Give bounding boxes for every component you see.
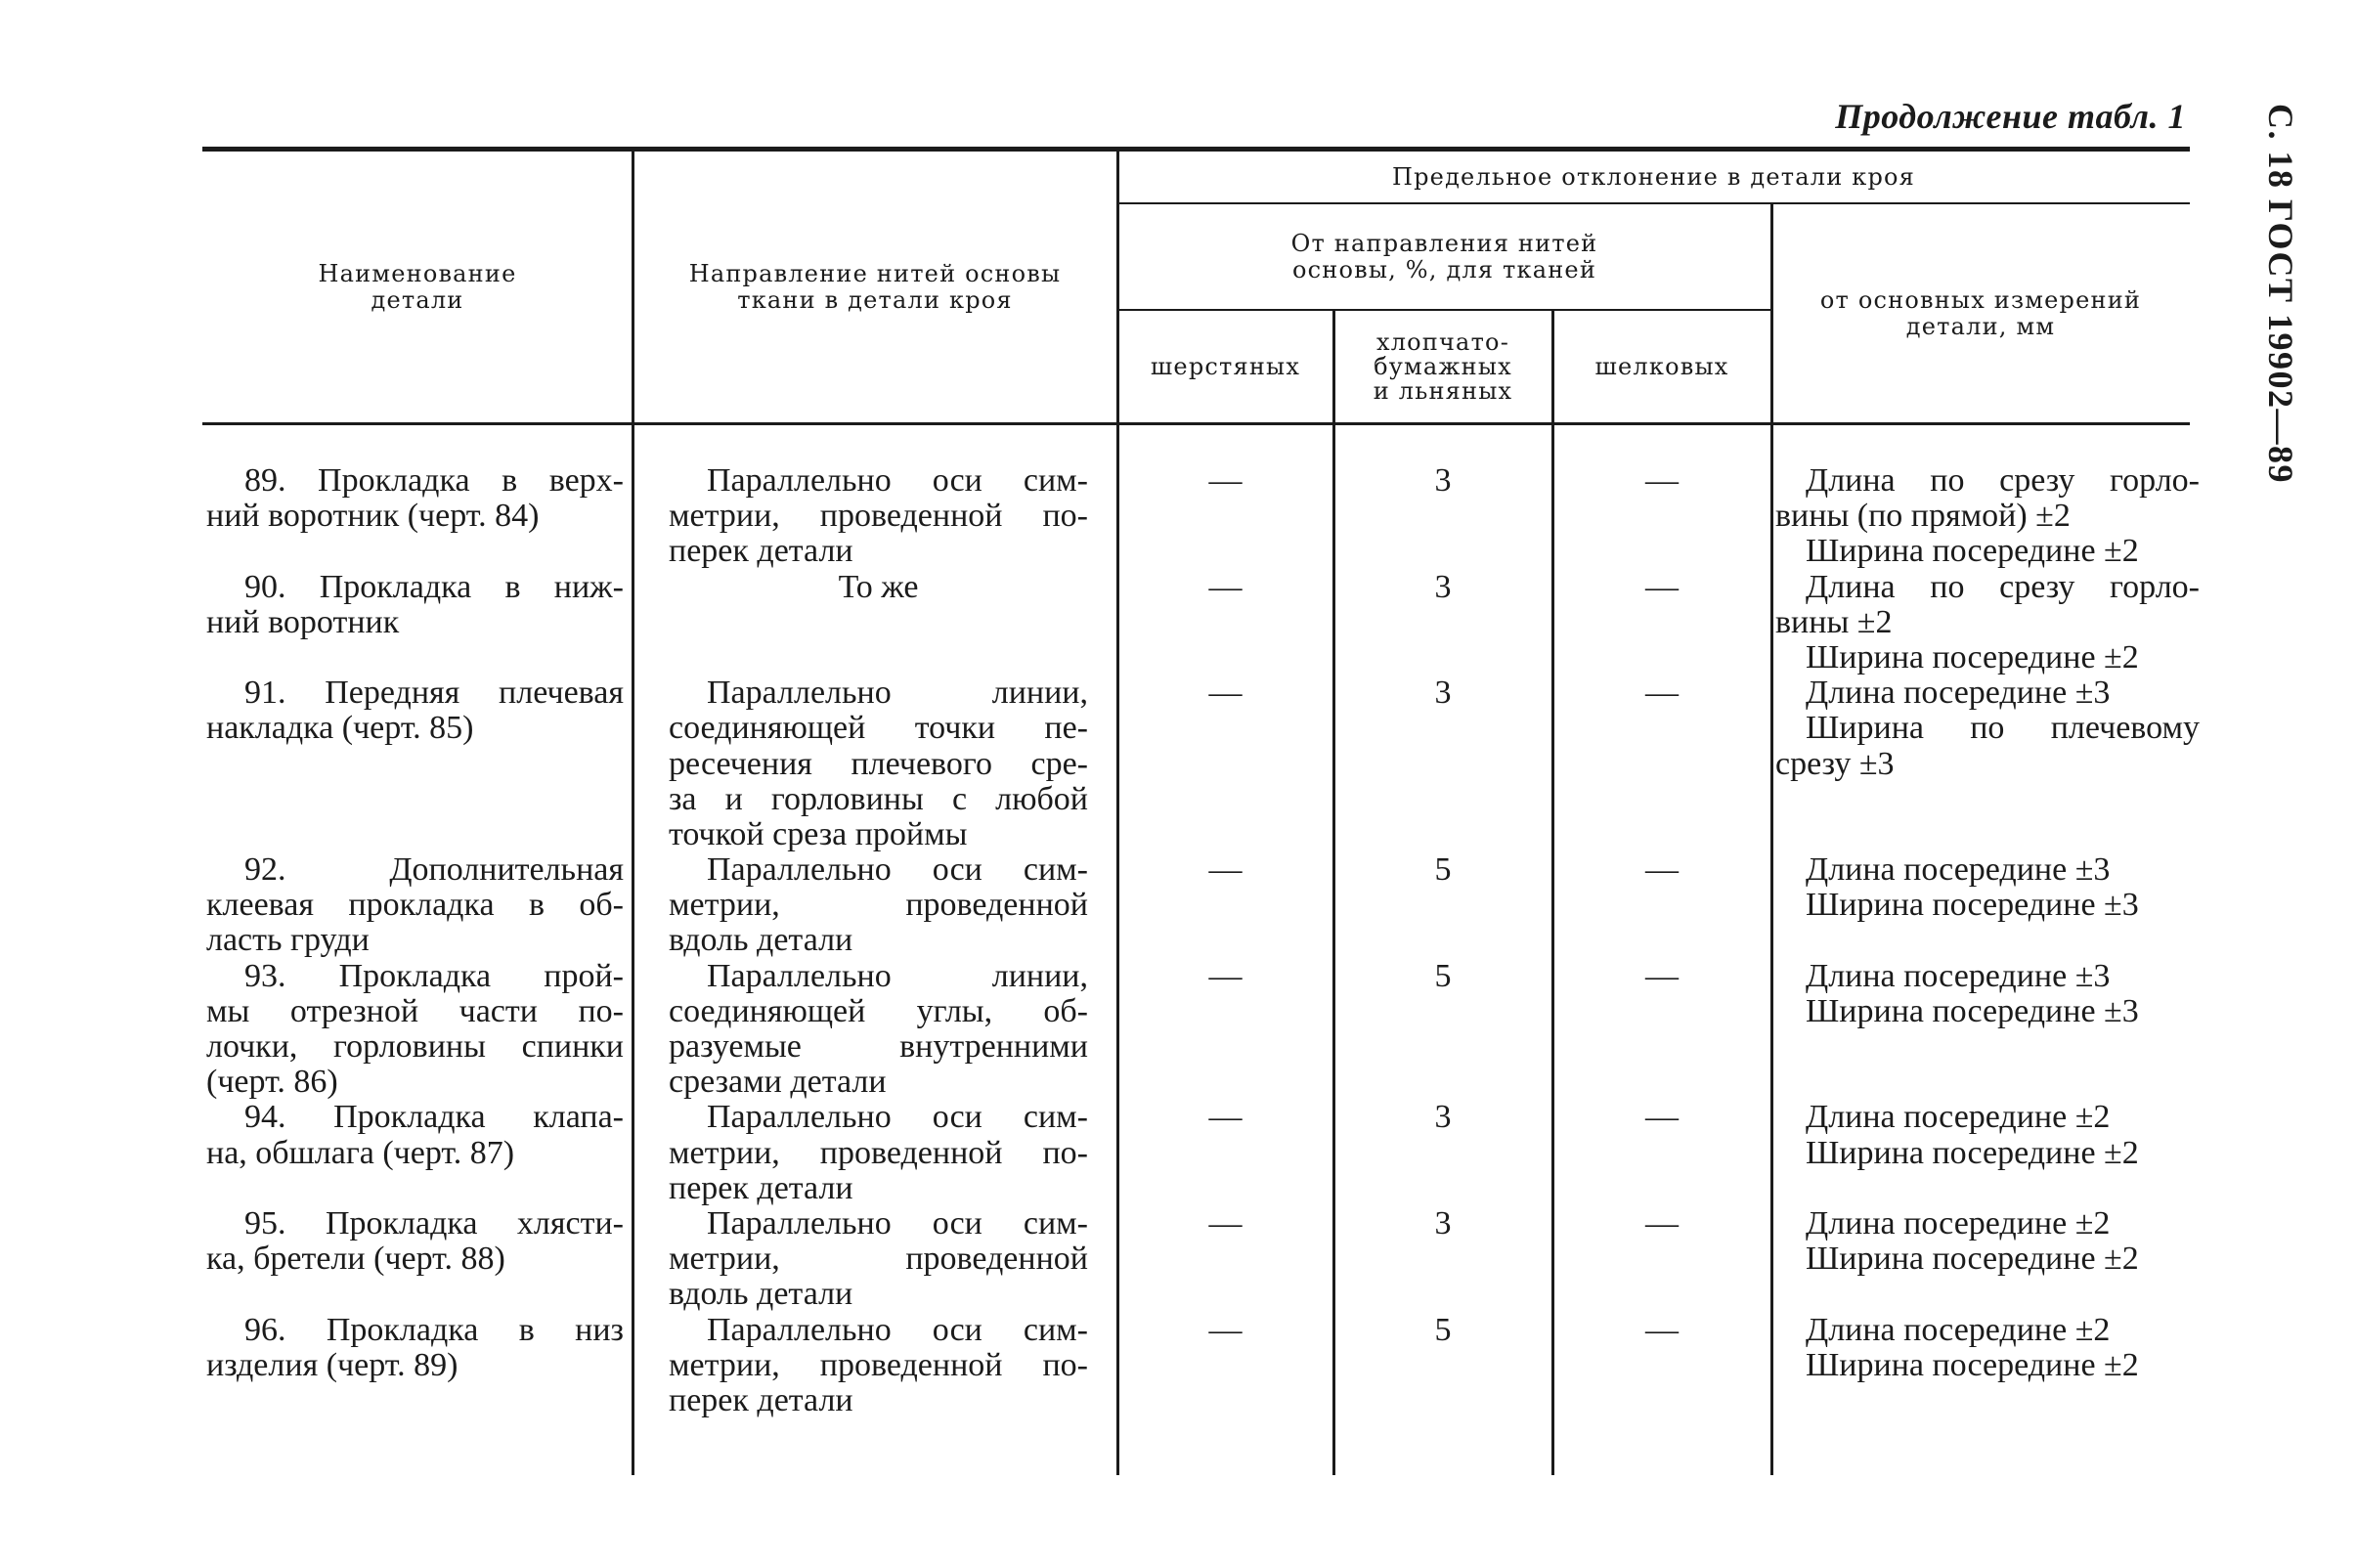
header-detail-name bbox=[202, 152, 633, 422]
cell-line: Длина по срезу горло- bbox=[1806, 462, 2200, 499]
table-continuation-note: Продолжение табл. 1 bbox=[1835, 97, 2186, 136]
cell-measurements bbox=[1771, 852, 2202, 959]
cell-thread-direction bbox=[633, 959, 1117, 1101]
cell-wool: — bbox=[1208, 957, 1243, 994]
cell-silk: — bbox=[1645, 1204, 1679, 1241]
cell-measurements bbox=[1771, 1100, 2202, 1206]
cell-line: 96. Прокладка в низ bbox=[244, 1311, 624, 1348]
cell-silk: — bbox=[1645, 568, 1679, 605]
cell-line: на, обшлага (черт. 87) bbox=[206, 1134, 515, 1171]
same-as-above-note: То же bbox=[838, 568, 919, 605]
cell-thread-direction bbox=[633, 570, 1117, 676]
cell-cotton-linen: 5 bbox=[1434, 1311, 1452, 1348]
cell-detail-name bbox=[202, 1206, 633, 1313]
cell-line: срезами детали bbox=[669, 1064, 887, 1101]
cell-cotton-linen: 5 bbox=[1434, 957, 1452, 994]
header-line: ткани в детали кроя bbox=[737, 285, 1013, 314]
cell-line: Длина посередине ±3 bbox=[1806, 957, 2111, 994]
cell-line: ресечения плечевого сре- bbox=[669, 745, 1088, 782]
cell-silk: — bbox=[1645, 1311, 1679, 1348]
cell-line: Параллельно линии, bbox=[707, 675, 1088, 712]
table-row bbox=[202, 852, 2202, 959]
cell-line: перек детали bbox=[669, 1381, 853, 1418]
cell-line: 91. Передняя плечевая bbox=[244, 675, 624, 712]
header-line: хлопчато- bbox=[1375, 327, 1510, 356]
header-bottom-rule bbox=[202, 422, 2190, 425]
cell-line: Длина посередине ±2 bbox=[1806, 1311, 2111, 1348]
cell-line: Ширина по плечевому bbox=[1806, 710, 2200, 747]
cell-line: Параллельно оси сим- bbox=[707, 851, 1088, 889]
cell-cotton-linen: 3 bbox=[1434, 1204, 1452, 1241]
header-line: детали, мм bbox=[1905, 312, 2056, 340]
cell-line: (черт. 86) bbox=[206, 1064, 338, 1101]
header-from-measurements bbox=[1771, 204, 2190, 422]
header-line: бумажных bbox=[1374, 352, 1512, 380]
cell-silk: — bbox=[1645, 462, 1679, 499]
cell-line: Длина по срезу горло- bbox=[1806, 568, 2200, 605]
cell-line: вдоль детали bbox=[669, 1276, 853, 1313]
cell-line: точкой среза проймы bbox=[669, 815, 968, 852]
header-cotton-linen bbox=[1333, 311, 1552, 422]
table-row bbox=[202, 1100, 2202, 1206]
cell-line: Ширина посередине ±2 bbox=[1806, 1346, 2139, 1383]
cell-line: 93. Прокладка прой- bbox=[244, 957, 624, 994]
cell-silk: — bbox=[1645, 957, 1679, 994]
cell-line: Ширина посередине ±2 bbox=[1806, 1241, 2139, 1278]
header-line: от основных измерений bbox=[1819, 285, 2142, 314]
cell-line: Длина посередине ±3 bbox=[1806, 675, 2111, 712]
cell-line: Длина посередине ±2 bbox=[1806, 1204, 2111, 1241]
cell-line: Параллельно линии, bbox=[707, 957, 1088, 994]
cell-line: Ширина посередине ±3 bbox=[1806, 887, 2139, 924]
cell-line: 94. Прокладка клапа- bbox=[244, 1099, 624, 1136]
cell-line: Ширина посередине ±2 bbox=[1806, 1134, 2139, 1171]
table-row bbox=[202, 463, 2202, 570]
table-row bbox=[202, 675, 2202, 852]
cell-line: 89. Прокладка в верх- bbox=[244, 462, 624, 499]
cell-wool: — bbox=[1208, 568, 1243, 605]
cell-detail-name bbox=[202, 463, 633, 570]
cell-line: за и горловины с любой bbox=[669, 780, 1088, 817]
cell-line: Длина посередине ±2 bbox=[1806, 1099, 2111, 1136]
cell-wool: — bbox=[1208, 675, 1243, 712]
cell-thread-direction bbox=[633, 1100, 1117, 1206]
cell-line: 95. Прокладка хлясти- bbox=[244, 1204, 624, 1241]
header-wool bbox=[1117, 311, 1333, 422]
table-row bbox=[202, 1206, 2202, 1313]
header-from-thread-direction bbox=[1117, 204, 1771, 309]
cell-line: метрии, проведенной bbox=[669, 1241, 1088, 1278]
cell-thread-direction bbox=[633, 852, 1117, 959]
cell-line: Параллельно оси сим- bbox=[707, 1204, 1088, 1241]
cell-line: накладка (черт. 85) bbox=[206, 710, 474, 747]
cell-line: Параллельно оси сим- bbox=[707, 1311, 1088, 1348]
cell-measurements bbox=[1771, 570, 2202, 676]
header-silk bbox=[1552, 311, 1771, 422]
header-thread-direction bbox=[633, 152, 1117, 422]
cell-line: вдоль детали bbox=[669, 922, 853, 959]
cell-line: ка, бретели (черт. 88) bbox=[206, 1241, 505, 1278]
cell-line: метрии, проведенной bbox=[669, 887, 1088, 924]
page-standard-label: С. 18 ГОСТ 19902—89 bbox=[2261, 104, 2300, 484]
cell-measurements bbox=[1771, 463, 2202, 570]
cell-line: ний воротник bbox=[206, 603, 400, 640]
cell-line: ний воротник (черт. 84) bbox=[206, 498, 540, 535]
cell-measurements bbox=[1771, 959, 2202, 1101]
cell-line: метрии, проведенной по- bbox=[669, 498, 1088, 535]
cell-wool: — bbox=[1208, 1204, 1243, 1241]
cell-silk: — bbox=[1645, 1099, 1679, 1136]
cell-detail-name bbox=[202, 1313, 633, 1419]
cell-thread-direction bbox=[633, 463, 1117, 570]
cell-cotton-linen: 3 bbox=[1434, 675, 1452, 712]
cell-line: 90. Прокладка в ниж- bbox=[244, 568, 624, 605]
table-row bbox=[202, 1313, 2202, 1419]
cell-measurements bbox=[1771, 675, 2202, 852]
header-line: шелковых bbox=[1594, 352, 1729, 380]
cell-line: Параллельно оси сим- bbox=[707, 462, 1088, 499]
cell-wool: — bbox=[1208, 1099, 1243, 1136]
cell-line: вины (по прямой) ±2 bbox=[1775, 498, 2071, 535]
cell-line: перек детали bbox=[669, 1169, 853, 1206]
cell-thread-direction bbox=[633, 1313, 1117, 1419]
cell-measurements bbox=[1771, 1313, 2202, 1419]
table-row bbox=[202, 570, 2202, 676]
cell-line: изделия (черт. 89) bbox=[206, 1346, 458, 1383]
header-line: шерстяных bbox=[1150, 352, 1301, 380]
cell-line: срезу ±3 bbox=[1775, 745, 1895, 782]
cell-line: Ширина посередине ±3 bbox=[1806, 992, 2139, 1029]
cell-line: мы отрезной части по- bbox=[206, 992, 624, 1029]
cell-thread-direction bbox=[633, 1206, 1117, 1313]
header-line: От направления нитей bbox=[1290, 229, 1598, 257]
cell-line: разуемые внутренними bbox=[669, 1028, 1088, 1065]
cell-line: метрии, проведенной по- bbox=[669, 1134, 1088, 1171]
cell-wool: — bbox=[1208, 462, 1243, 499]
cell-line: перек детали bbox=[669, 533, 853, 570]
cell-detail-name bbox=[202, 852, 633, 959]
cell-wool: — bbox=[1208, 851, 1243, 889]
header-line: Наименование bbox=[318, 259, 517, 287]
cell-cotton-linen: 3 bbox=[1434, 568, 1452, 605]
cell-cotton-linen: 5 bbox=[1434, 851, 1452, 889]
table-row bbox=[202, 959, 2202, 1101]
cell-detail-name bbox=[202, 675, 633, 852]
cell-detail-name bbox=[202, 570, 633, 676]
cell-silk: — bbox=[1645, 851, 1679, 889]
cell-silk: — bbox=[1645, 675, 1679, 712]
cell-line: клеевая прокладка в об- bbox=[206, 887, 624, 924]
cell-thread-direction bbox=[633, 675, 1117, 852]
cell-line: Параллельно оси сим- bbox=[707, 1099, 1088, 1136]
cell-detail-name bbox=[202, 1100, 633, 1206]
cell-line: соединяющей углы, об- bbox=[669, 992, 1088, 1029]
cell-line: Ширина посередине ±2 bbox=[1806, 638, 2139, 675]
cell-wool: — bbox=[1208, 1311, 1243, 1348]
cell-line: вины ±2 bbox=[1775, 603, 1893, 640]
cell-line: соединяющей точки пе- bbox=[669, 710, 1088, 747]
cell-line: ласть груди bbox=[206, 922, 370, 959]
cell-cotton-linen: 3 bbox=[1434, 462, 1452, 499]
table-body bbox=[202, 463, 2202, 1418]
cell-measurements bbox=[1771, 1206, 2202, 1313]
cell-line: 92. Дополнительная bbox=[244, 851, 624, 889]
cell-line: Ширина посередине ±2 bbox=[1806, 533, 2139, 570]
cell-line: Длина посередине ±3 bbox=[1806, 851, 2111, 889]
header-line: Предельное отклонение в детали кроя bbox=[1391, 162, 1916, 191]
cell-cotton-linen: 3 bbox=[1434, 1099, 1452, 1136]
cell-line: лочки, горловины спинки bbox=[206, 1028, 624, 1065]
header-line: детали bbox=[371, 285, 464, 314]
cell-detail-name bbox=[202, 959, 633, 1101]
header-line: Направление нитей основы bbox=[688, 259, 1062, 287]
header-max-deviation bbox=[1117, 152, 2190, 202]
header-line: основы, %, для тканей bbox=[1291, 255, 1597, 283]
header-line: и льняных bbox=[1373, 376, 1513, 405]
cell-line: метрии, проведенной по- bbox=[669, 1346, 1088, 1383]
